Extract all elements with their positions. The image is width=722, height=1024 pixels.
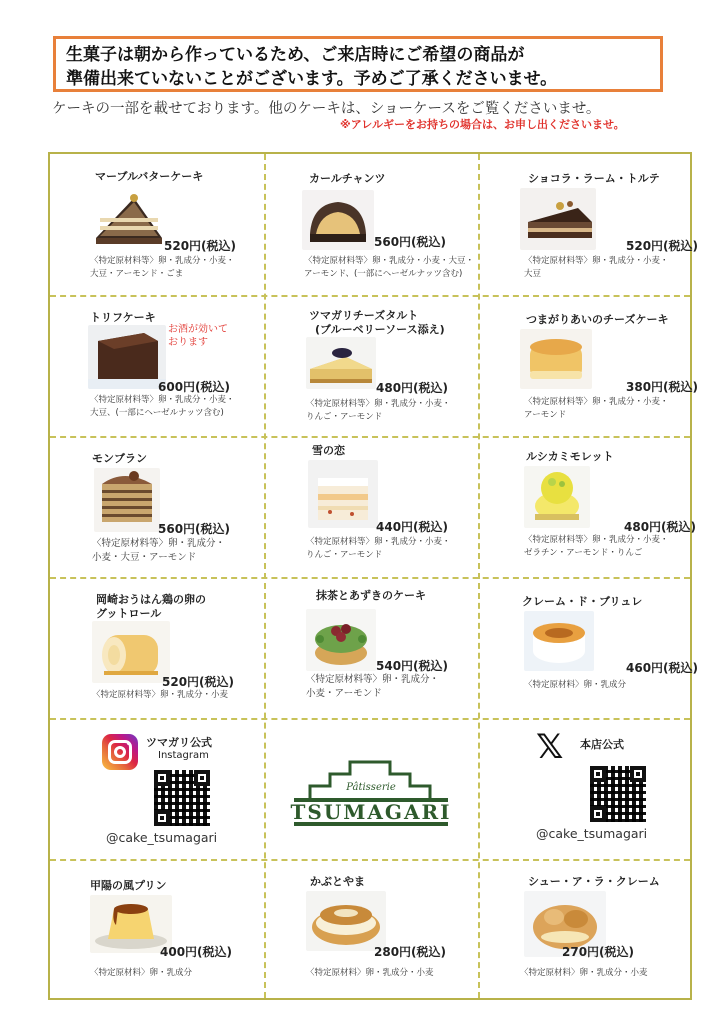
ingredients	[92, 537, 282, 565]
product-name: つまがりあいのチーズケーキ	[526, 313, 669, 326]
x-qr-code[interactable]	[590, 766, 646, 822]
product-price: 600円(税込)	[158, 380, 231, 394]
ingredients-line: 小麦・大豆・アーモンド	[92, 552, 197, 563]
ingredients	[524, 534, 714, 560]
product-card	[264, 295, 478, 436]
product-card	[264, 859, 478, 1000]
product-name: ツマガリチーズタルト	[309, 309, 419, 322]
product-name: クレーム・ド・ブリュレ	[522, 595, 643, 608]
product-name: 岡崎おうはん鶏の卵の	[96, 593, 206, 606]
cake-photo	[306, 337, 376, 389]
ingredients-line: 〈特定原材料〉卵・乳成分	[90, 968, 193, 978]
product-name-sub: グットロール	[96, 607, 162, 620]
ingredients-line: 〈特定原材料等〉卵・乳成分・	[306, 674, 440, 685]
product-name: 雪の恋	[312, 444, 345, 457]
x-handle[interactable]: @cake_tsumagari	[536, 826, 648, 841]
ingredients-line: 〈特定原材料等〉卵・乳成分・	[92, 538, 226, 549]
instagram-icon	[102, 734, 138, 770]
product-name: ショコラ・ラーム・トルテ	[528, 172, 660, 185]
x-title: 本店公式	[580, 738, 624, 751]
cake-photo	[88, 325, 166, 389]
ingredients-line: アーモンド、(一部にヘーゼルナッツ含む)	[304, 269, 463, 279]
ingredients	[306, 673, 496, 701]
ingredients-line: 〈特定原材料等〉卵・乳成分・小麦・	[524, 397, 669, 407]
product-name: モンブラン	[92, 452, 147, 465]
instagram-handle[interactable]: @cake_tsumagari	[106, 830, 218, 845]
product-card	[50, 436, 264, 577]
instagram-qr-code[interactable]	[154, 770, 210, 826]
cake-photo	[306, 609, 376, 671]
ingredients-line: 〈特定原材料等〉卵・乳成分・小麦・	[90, 395, 235, 405]
ingredients-line: 小麦・アーモンド	[306, 688, 382, 699]
ingredients	[306, 398, 496, 424]
ingredients-line: りんご・アーモンド	[306, 412, 383, 422]
x-card	[478, 718, 692, 859]
cake-photo	[524, 611, 594, 671]
ingredients-line: 大豆・アーモンド・ごま	[90, 269, 184, 279]
x-icon: 𝕏	[536, 727, 564, 767]
ingredients	[306, 536, 496, 562]
cake-photo	[90, 188, 166, 250]
ingredients	[524, 679, 714, 692]
alcohol-note-line: お酒が効いて	[168, 324, 228, 335]
ingredients-line: 大豆	[524, 269, 542, 279]
product-price: 480円(税込)	[624, 520, 697, 534]
ingredients-line: 大豆、(一部にヘーゼルナッツ含む)	[90, 408, 224, 418]
ingredients	[524, 255, 714, 281]
product-card	[50, 577, 264, 718]
ingredients-line: 〈特定原材料等〉卵・乳成分・小麦・	[524, 535, 669, 545]
product-price: 520円(税込)	[626, 239, 699, 253]
product-name: シュー・ア・ラ・クレーム	[528, 875, 660, 888]
cake-photo	[92, 621, 170, 683]
product-price: 270円(税込)	[562, 945, 635, 959]
product-price: 400円(税込)	[160, 945, 233, 959]
product-grid	[48, 152, 699, 1000]
product-card	[50, 154, 264, 295]
ingredients-line: 〈特定原材料〉卵・乳成分・小麦	[520, 968, 648, 978]
product-name: 抹茶とあずきのケーキ	[316, 589, 426, 602]
ingredients-line: アーモンド	[524, 410, 567, 420]
cake-photo	[302, 190, 374, 250]
product-price: 380円(税込)	[626, 380, 699, 394]
product-price: 480円(税込)	[376, 381, 449, 395]
logo-card	[264, 718, 478, 859]
product-price: 520円(税込)	[164, 239, 237, 253]
notice-box	[53, 36, 663, 92]
product-name: かぶとやま	[310, 875, 365, 888]
notice-line-2: 準備出来ていないことがございます。予めご了承くださいませ。	[66, 69, 558, 89]
product-name-sub: (ブルーベリーソース添え)	[315, 323, 445, 336]
ingredients-line: 〈特定原材料〉卵・乳成分	[524, 680, 627, 690]
alcohol-note	[168, 323, 228, 349]
product-price: 540円(税込)	[376, 659, 449, 673]
subline-text: ケーキの一部を載せております。他のケーキは、ショーケースをご覧くださいませ。	[52, 101, 601, 117]
ingredients-line: 〈特定原材料等〉卵・乳成分・小麦・	[90, 256, 235, 266]
product-card	[264, 577, 478, 718]
product-card	[50, 859, 264, 1000]
product-name: カールチャンツ	[309, 172, 386, 185]
ingredients	[90, 394, 280, 420]
product-price: 520円(税込)	[162, 675, 235, 689]
instagram-sub: Instagram	[158, 750, 209, 761]
product-card	[50, 295, 264, 436]
cake-photo	[520, 188, 596, 250]
ingredients-line: 〈特定原材料等〉卵・乳成分・小麦	[92, 690, 229, 700]
ingredients-line: 〈特定原材料〉卵・乳成分・小麦	[306, 968, 434, 978]
ingredients-line: 〈特定原材料等〉卵・乳成分・小麦・	[306, 537, 451, 547]
cake-photo	[520, 329, 592, 389]
ingredients-line: 〈特定原材料等〉卵・乳成分・小麦・	[306, 399, 451, 409]
product-name: マーブルバターケーキ	[95, 170, 204, 183]
ingredients	[92, 689, 282, 702]
ingredients	[90, 255, 280, 281]
ingredients-line: 〈特定原材料等〉卵・乳成分・小麦・	[524, 256, 669, 266]
product-price: 560円(税込)	[158, 522, 231, 536]
cake-photo	[524, 466, 590, 528]
ingredients	[520, 967, 710, 980]
product-price: 280円(税込)	[374, 945, 447, 959]
alcohol-note-line: おります	[168, 337, 208, 348]
product-card	[478, 154, 699, 295]
ingredients-line: りんご・アーモンド	[306, 550, 383, 560]
product-price: 560円(税込)	[374, 235, 447, 249]
product-card	[264, 154, 478, 295]
product-card	[264, 436, 478, 577]
logo-script: Pâtisserie	[346, 782, 396, 793]
cake-photo	[94, 468, 160, 532]
instagram-card	[50, 718, 264, 859]
product-name: トリフケーキ	[90, 311, 156, 324]
instagram-title: ツマガリ公式	[146, 736, 212, 749]
product-card	[478, 295, 699, 436]
cake-photo	[306, 891, 386, 951]
product-card	[478, 436, 697, 577]
product-name: 甲陽の風プリン	[90, 879, 167, 892]
logo-name: TSUMAGARI	[290, 800, 452, 824]
product-price: 440円(税込)	[376, 520, 449, 534]
ingredients-line: 〈特定原材料等〉卵・乳成分・小麦・大豆・	[304, 256, 475, 266]
ingredients	[304, 255, 494, 281]
notice-line-1: 生菓子は朝から作っているため、ご来店時にご希望の商品が	[66, 45, 525, 65]
ingredients	[306, 967, 496, 980]
product-card	[478, 859, 692, 1000]
ingredients	[524, 396, 714, 422]
allergy-note: ※アレルギーをお持ちの場合は、お申し出くださいませ。	[340, 118, 625, 131]
product-price: 460円(税込)	[626, 661, 699, 675]
ingredients-line: ゼラチン・アーモンド・りんご	[524, 548, 643, 558]
cake-photo	[308, 460, 378, 528]
ingredients	[90, 967, 280, 980]
product-card	[478, 577, 699, 718]
product-name: ルシカミモレット	[526, 450, 614, 463]
